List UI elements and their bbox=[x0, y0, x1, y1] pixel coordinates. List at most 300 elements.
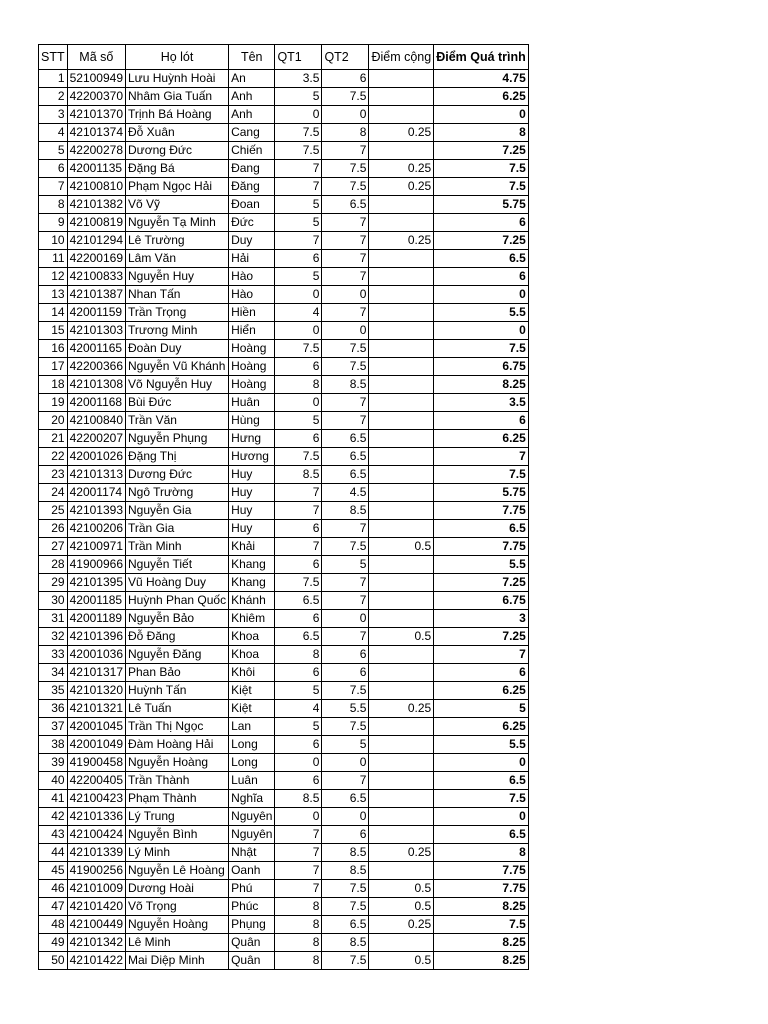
cell-total: 6.25 bbox=[434, 88, 529, 106]
cell-last-name: Lê Tuấn bbox=[126, 700, 229, 718]
cell-student-code: 42101374 bbox=[67, 124, 125, 142]
cell-bonus bbox=[369, 286, 434, 304]
cell-last-name: Trần Thành bbox=[126, 772, 229, 790]
cell-total: 6 bbox=[434, 214, 529, 232]
cell-total: 8 bbox=[434, 844, 529, 862]
cell-qt1: 3.5 bbox=[275, 70, 322, 88]
cell-qt2: 7.5 bbox=[322, 880, 369, 898]
table-row bbox=[39, 628, 529, 646]
cell-student-code: 41900256 bbox=[67, 862, 125, 880]
cell-last-name: Huỳnh Tấn bbox=[126, 682, 229, 700]
cell-stt: 11 bbox=[39, 250, 68, 268]
cell-student-code: 42101387 bbox=[67, 286, 125, 304]
cell-student-code: 42100206 bbox=[67, 520, 125, 538]
cell-first-name: Phụng bbox=[229, 916, 275, 934]
cell-qt1: 5 bbox=[275, 214, 322, 232]
cell-qt2: 7 bbox=[322, 268, 369, 286]
table-row bbox=[39, 664, 529, 682]
cell-total: 7.75 bbox=[434, 538, 529, 556]
table-row bbox=[39, 718, 529, 736]
cell-last-name: Nguyễn Bảo bbox=[126, 610, 229, 628]
cell-bonus: 0.5 bbox=[369, 880, 434, 898]
cell-last-name: Đoàn Duy bbox=[126, 340, 229, 358]
cell-stt: 36 bbox=[39, 700, 68, 718]
cell-bonus: 0.5 bbox=[369, 952, 434, 970]
table-row bbox=[39, 214, 529, 232]
cell-bonus bbox=[369, 268, 434, 286]
cell-qt1: 6.5 bbox=[275, 592, 322, 610]
cell-student-code: 42101308 bbox=[67, 376, 125, 394]
table-row bbox=[39, 556, 529, 574]
cell-qt2: 0 bbox=[322, 754, 369, 772]
cell-total: 8 bbox=[434, 124, 529, 142]
cell-student-code: 42100840 bbox=[67, 412, 125, 430]
cell-bonus: 0.25 bbox=[369, 124, 434, 142]
cell-bonus bbox=[369, 718, 434, 736]
cell-bonus bbox=[369, 88, 434, 106]
cell-bonus: 0.25 bbox=[369, 844, 434, 862]
cell-last-name: Nguyễn Bình bbox=[126, 826, 229, 844]
cell-total: 6.25 bbox=[434, 430, 529, 448]
table-row bbox=[39, 610, 529, 628]
cell-qt2: 7.5 bbox=[322, 178, 369, 196]
cell-student-code: 42101303 bbox=[67, 322, 125, 340]
table-row bbox=[39, 394, 529, 412]
cell-first-name: Hoàng bbox=[229, 376, 275, 394]
cell-stt: 34 bbox=[39, 664, 68, 682]
cell-bonus bbox=[369, 70, 434, 88]
cell-qt1: 0 bbox=[275, 322, 322, 340]
cell-last-name: Trần Gia bbox=[126, 520, 229, 538]
cell-last-name: Huỳnh Phan Quốc bbox=[126, 592, 229, 610]
cell-qt1: 7.5 bbox=[275, 574, 322, 592]
cell-student-code: 42101342 bbox=[67, 934, 125, 952]
cell-stt: 9 bbox=[39, 214, 68, 232]
cell-student-code: 42100971 bbox=[67, 538, 125, 556]
cell-stt: 4 bbox=[39, 124, 68, 142]
cell-student-code: 42101321 bbox=[67, 700, 125, 718]
table-row bbox=[39, 934, 529, 952]
header-row bbox=[39, 45, 529, 70]
cell-total: 0 bbox=[434, 754, 529, 772]
cell-first-name: Luân bbox=[229, 772, 275, 790]
cell-last-name: Nguyễn Phụng bbox=[126, 430, 229, 448]
cell-bonus bbox=[369, 502, 434, 520]
cell-qt2: 7.5 bbox=[322, 160, 369, 178]
cell-qt2: 8.5 bbox=[322, 934, 369, 952]
table-row bbox=[39, 700, 529, 718]
cell-last-name: Trần Văn bbox=[126, 412, 229, 430]
table-row bbox=[39, 88, 529, 106]
cell-student-code: 42200278 bbox=[67, 142, 125, 160]
cell-last-name: Đàm Hoàng Hải bbox=[126, 736, 229, 754]
cell-qt1: 5 bbox=[275, 196, 322, 214]
cell-first-name: Hải bbox=[229, 250, 275, 268]
cell-student-code: 42001026 bbox=[67, 448, 125, 466]
cell-first-name: Nghĩa bbox=[229, 790, 275, 808]
cell-stt: 46 bbox=[39, 880, 68, 898]
cell-bonus bbox=[369, 682, 434, 700]
cell-total: 0 bbox=[434, 322, 529, 340]
cell-first-name: Hào bbox=[229, 268, 275, 286]
cell-qt2: 7.5 bbox=[322, 340, 369, 358]
table-row bbox=[39, 124, 529, 142]
cell-total: 3 bbox=[434, 610, 529, 628]
cell-qt1: 6.5 bbox=[275, 628, 322, 646]
cell-stt: 28 bbox=[39, 556, 68, 574]
cell-total: 6.25 bbox=[434, 682, 529, 700]
cell-qt1: 7 bbox=[275, 844, 322, 862]
cell-bonus bbox=[369, 412, 434, 430]
cell-stt: 39 bbox=[39, 754, 68, 772]
cell-total: 6.5 bbox=[434, 250, 529, 268]
table-row bbox=[39, 952, 529, 970]
cell-first-name: Long bbox=[229, 754, 275, 772]
cell-student-code: 42200169 bbox=[67, 250, 125, 268]
cell-last-name: Đặng Thị bbox=[126, 448, 229, 466]
cell-total: 7.75 bbox=[434, 862, 529, 880]
cell-bonus bbox=[369, 322, 434, 340]
cell-student-code: 42101395 bbox=[67, 574, 125, 592]
cell-first-name: Khải bbox=[229, 538, 275, 556]
cell-total: 8.25 bbox=[434, 934, 529, 952]
cell-student-code: 42001036 bbox=[67, 646, 125, 664]
cell-qt2: 7 bbox=[322, 412, 369, 430]
cell-last-name: Bùi Đức bbox=[126, 394, 229, 412]
cell-bonus bbox=[369, 862, 434, 880]
cell-bonus bbox=[369, 358, 434, 376]
table-row bbox=[39, 178, 529, 196]
cell-last-name: Lê Minh bbox=[126, 934, 229, 952]
cell-qt1: 7 bbox=[275, 538, 322, 556]
cell-total: 6.5 bbox=[434, 772, 529, 790]
table-body bbox=[39, 70, 529, 970]
cell-bonus: 0.5 bbox=[369, 538, 434, 556]
table-row bbox=[39, 70, 529, 88]
cell-qt2: 7 bbox=[322, 592, 369, 610]
cell-stt: 44 bbox=[39, 844, 68, 862]
cell-qt1: 5 bbox=[275, 682, 322, 700]
cell-qt1: 7 bbox=[275, 862, 322, 880]
cell-stt: 5 bbox=[39, 142, 68, 160]
cell-first-name: Quân bbox=[229, 934, 275, 952]
cell-qt1: 6 bbox=[275, 250, 322, 268]
cell-first-name: Đang bbox=[229, 160, 275, 178]
cell-total: 8.25 bbox=[434, 376, 529, 394]
cell-last-name: Mai Diệp Minh bbox=[126, 952, 229, 970]
cell-bonus bbox=[369, 574, 434, 592]
cell-qt2: 0 bbox=[322, 322, 369, 340]
cell-last-name: Võ Nguyễn Huy bbox=[126, 376, 229, 394]
cell-student-code: 42101009 bbox=[67, 880, 125, 898]
cell-total: 7.25 bbox=[434, 574, 529, 592]
cell-bonus bbox=[369, 520, 434, 538]
cell-total: 6 bbox=[434, 412, 529, 430]
cell-qt1: 4 bbox=[275, 304, 322, 322]
cell-bonus bbox=[369, 484, 434, 502]
cell-student-code: 42100423 bbox=[67, 790, 125, 808]
cell-last-name: Dương Hoài bbox=[126, 880, 229, 898]
cell-student-code: 42101320 bbox=[67, 682, 125, 700]
cell-qt1: 7.5 bbox=[275, 448, 322, 466]
cell-last-name: Lưu Huỳnh Hoài bbox=[126, 70, 229, 88]
cell-stt: 14 bbox=[39, 304, 68, 322]
cell-total: 5.5 bbox=[434, 736, 529, 754]
cell-student-code: 42100449 bbox=[67, 916, 125, 934]
cell-last-name: Dương Đức bbox=[126, 142, 229, 160]
cell-stt: 16 bbox=[39, 340, 68, 358]
cell-qt2: 6.5 bbox=[322, 430, 369, 448]
cell-first-name: Hoàng bbox=[229, 340, 275, 358]
cell-student-code: 41900966 bbox=[67, 556, 125, 574]
cell-qt2: 7 bbox=[322, 304, 369, 322]
cell-first-name: Hưng bbox=[229, 430, 275, 448]
cell-last-name: Nguyễn Tạ Minh bbox=[126, 214, 229, 232]
cell-bonus: 0.25 bbox=[369, 160, 434, 178]
cell-first-name: Huy bbox=[229, 502, 275, 520]
cell-qt2: 8.5 bbox=[322, 844, 369, 862]
cell-qt2: 7.5 bbox=[322, 88, 369, 106]
cell-last-name: Võ Trọng bbox=[126, 898, 229, 916]
cell-qt1: 7.5 bbox=[275, 340, 322, 358]
cell-stt: 42 bbox=[39, 808, 68, 826]
cell-total: 7.25 bbox=[434, 142, 529, 160]
cell-qt1: 6 bbox=[275, 556, 322, 574]
cell-total: 7.75 bbox=[434, 880, 529, 898]
cell-qt2: 8.5 bbox=[322, 502, 369, 520]
cell-stt: 2 bbox=[39, 88, 68, 106]
cell-qt2: 6 bbox=[322, 646, 369, 664]
cell-qt1: 8 bbox=[275, 916, 322, 934]
cell-last-name: Trần Minh bbox=[126, 538, 229, 556]
table-row bbox=[39, 754, 529, 772]
cell-student-code: 42001135 bbox=[67, 160, 125, 178]
cell-bonus bbox=[369, 376, 434, 394]
cell-first-name: Phúc bbox=[229, 898, 275, 916]
cell-first-name: Khiêm bbox=[229, 610, 275, 628]
cell-total: 7.5 bbox=[434, 340, 529, 358]
cell-first-name: Phú bbox=[229, 880, 275, 898]
cell-qt1: 0 bbox=[275, 754, 322, 772]
cell-total: 6.5 bbox=[434, 520, 529, 538]
cell-bonus bbox=[369, 340, 434, 358]
header-qt2: QT2 bbox=[322, 45, 369, 70]
cell-first-name: Khánh bbox=[229, 592, 275, 610]
table-row bbox=[39, 520, 529, 538]
cell-qt2: 6 bbox=[322, 664, 369, 682]
cell-student-code: 42001189 bbox=[67, 610, 125, 628]
cell-total: 7.5 bbox=[434, 160, 529, 178]
cell-stt: 1 bbox=[39, 70, 68, 88]
cell-last-name: Nhan Tấn bbox=[126, 286, 229, 304]
table-row bbox=[39, 322, 529, 340]
cell-qt2: 6.5 bbox=[322, 466, 369, 484]
table-row bbox=[39, 304, 529, 322]
cell-total: 5.75 bbox=[434, 196, 529, 214]
cell-qt1: 0 bbox=[275, 394, 322, 412]
cell-stt: 17 bbox=[39, 358, 68, 376]
cell-first-name: Khôi bbox=[229, 664, 275, 682]
cell-qt1: 8 bbox=[275, 952, 322, 970]
cell-qt2: 8 bbox=[322, 124, 369, 142]
cell-bonus bbox=[369, 808, 434, 826]
cell-student-code: 42200366 bbox=[67, 358, 125, 376]
cell-stt: 41 bbox=[39, 790, 68, 808]
cell-qt1: 7 bbox=[275, 160, 322, 178]
table-row bbox=[39, 682, 529, 700]
cell-student-code: 42101294 bbox=[67, 232, 125, 250]
cell-student-code: 42101396 bbox=[67, 628, 125, 646]
cell-qt1: 6 bbox=[275, 772, 322, 790]
cell-last-name: Đỗ Đăng bbox=[126, 628, 229, 646]
cell-last-name: Ngô Trường bbox=[126, 484, 229, 502]
cell-stt: 32 bbox=[39, 628, 68, 646]
cell-last-name: Trương Minh bbox=[126, 322, 229, 340]
cell-last-name: Võ Vỹ bbox=[126, 196, 229, 214]
cell-qt1: 0 bbox=[275, 106, 322, 124]
table-row bbox=[39, 412, 529, 430]
cell-last-name: Lâm Văn bbox=[126, 250, 229, 268]
cell-total: 6.75 bbox=[434, 358, 529, 376]
cell-qt1: 6 bbox=[275, 736, 322, 754]
cell-qt1: 8.5 bbox=[275, 790, 322, 808]
cell-qt2: 5 bbox=[322, 736, 369, 754]
cell-first-name: Nguyên bbox=[229, 826, 275, 844]
cell-last-name: Lý Minh bbox=[126, 844, 229, 862]
cell-bonus bbox=[369, 772, 434, 790]
cell-stt: 30 bbox=[39, 592, 68, 610]
cell-qt1: 6 bbox=[275, 520, 322, 538]
cell-qt1: 7 bbox=[275, 880, 322, 898]
cell-first-name: Hoàng bbox=[229, 358, 275, 376]
cell-student-code: 42001159 bbox=[67, 304, 125, 322]
cell-bonus bbox=[369, 790, 434, 808]
cell-student-code: 42101393 bbox=[67, 502, 125, 520]
cell-qt1: 5 bbox=[275, 412, 322, 430]
cell-student-code: 42100819 bbox=[67, 214, 125, 232]
cell-qt2: 4.5 bbox=[322, 484, 369, 502]
cell-qt2: 6.5 bbox=[322, 448, 369, 466]
cell-qt2: 7.5 bbox=[322, 682, 369, 700]
cell-qt1: 7 bbox=[275, 178, 322, 196]
cell-bonus bbox=[369, 466, 434, 484]
table-row bbox=[39, 826, 529, 844]
cell-bonus bbox=[369, 106, 434, 124]
cell-last-name: Phạm Thành bbox=[126, 790, 229, 808]
cell-student-code: 42001174 bbox=[67, 484, 125, 502]
cell-qt1: 5 bbox=[275, 718, 322, 736]
cell-first-name: Hào bbox=[229, 286, 275, 304]
cell-student-code: 42200405 bbox=[67, 772, 125, 790]
cell-stt: 3 bbox=[39, 106, 68, 124]
cell-last-name: Trịnh Bá Hoàng bbox=[126, 106, 229, 124]
table-row bbox=[39, 142, 529, 160]
cell-bonus bbox=[369, 448, 434, 466]
cell-total: 8.25 bbox=[434, 952, 529, 970]
cell-bonus: 0.5 bbox=[369, 898, 434, 916]
cell-qt2: 7 bbox=[322, 772, 369, 790]
cell-stt: 50 bbox=[39, 952, 68, 970]
cell-first-name: Khoa bbox=[229, 628, 275, 646]
cell-first-name: Đăng bbox=[229, 178, 275, 196]
cell-total: 7 bbox=[434, 646, 529, 664]
cell-student-code: 42101382 bbox=[67, 196, 125, 214]
cell-first-name: Hùng bbox=[229, 412, 275, 430]
cell-stt: 12 bbox=[39, 268, 68, 286]
cell-bonus: 0.25 bbox=[369, 232, 434, 250]
cell-qt1: 5 bbox=[275, 88, 322, 106]
cell-total: 5.75 bbox=[434, 484, 529, 502]
cell-total: 7.5 bbox=[434, 790, 529, 808]
cell-student-code: 42100810 bbox=[67, 178, 125, 196]
cell-total: 6.25 bbox=[434, 718, 529, 736]
cell-stt: 47 bbox=[39, 898, 68, 916]
cell-qt1: 8.5 bbox=[275, 466, 322, 484]
cell-qt1: 7 bbox=[275, 484, 322, 502]
table-row bbox=[39, 646, 529, 664]
header-first-name: Tên bbox=[229, 45, 275, 70]
cell-qt2: 7 bbox=[322, 142, 369, 160]
cell-last-name: Nguyễn Đăng bbox=[126, 646, 229, 664]
cell-qt2: 5.5 bbox=[322, 700, 369, 718]
cell-qt2: 6.5 bbox=[322, 790, 369, 808]
table-row bbox=[39, 772, 529, 790]
cell-student-code: 42101422 bbox=[67, 952, 125, 970]
cell-last-name: Trần Thị Ngọc bbox=[126, 718, 229, 736]
cell-bonus bbox=[369, 142, 434, 160]
grade-table bbox=[38, 44, 529, 970]
cell-last-name: Phan Bảo bbox=[126, 664, 229, 682]
cell-total: 3.5 bbox=[434, 394, 529, 412]
cell-first-name: Huy bbox=[229, 484, 275, 502]
cell-student-code: 42001185 bbox=[67, 592, 125, 610]
cell-bonus bbox=[369, 430, 434, 448]
cell-stt: 13 bbox=[39, 286, 68, 304]
table-row bbox=[39, 358, 529, 376]
cell-student-code: 42101317 bbox=[67, 664, 125, 682]
cell-last-name: Nguyễn Gia bbox=[126, 502, 229, 520]
cell-bonus bbox=[369, 250, 434, 268]
cell-qt1: 6 bbox=[275, 430, 322, 448]
cell-qt1: 6 bbox=[275, 610, 322, 628]
cell-stt: 27 bbox=[39, 538, 68, 556]
cell-last-name: Đặng Bá bbox=[126, 160, 229, 178]
cell-stt: 38 bbox=[39, 736, 68, 754]
cell-first-name: Chiến bbox=[229, 142, 275, 160]
cell-last-name: Nguyễn Huy bbox=[126, 268, 229, 286]
cell-student-code: 42100833 bbox=[67, 268, 125, 286]
cell-total: 7.25 bbox=[434, 628, 529, 646]
cell-stt: 35 bbox=[39, 682, 68, 700]
cell-first-name: Hiền bbox=[229, 304, 275, 322]
cell-bonus bbox=[369, 196, 434, 214]
cell-student-code: 52100949 bbox=[67, 70, 125, 88]
cell-stt: 24 bbox=[39, 484, 68, 502]
table-row bbox=[39, 448, 529, 466]
cell-bonus: 0.25 bbox=[369, 916, 434, 934]
cell-first-name: An bbox=[229, 70, 275, 88]
table-row bbox=[39, 574, 529, 592]
cell-stt: 15 bbox=[39, 322, 68, 340]
table-row bbox=[39, 484, 529, 502]
cell-stt: 8 bbox=[39, 196, 68, 214]
cell-last-name: Nguyễn Hoàng bbox=[126, 754, 229, 772]
cell-first-name: Đức bbox=[229, 214, 275, 232]
header-stt: STT bbox=[39, 45, 68, 70]
cell-bonus bbox=[369, 592, 434, 610]
cell-total: 6.5 bbox=[434, 826, 529, 844]
cell-last-name: Trần Trọng bbox=[126, 304, 229, 322]
